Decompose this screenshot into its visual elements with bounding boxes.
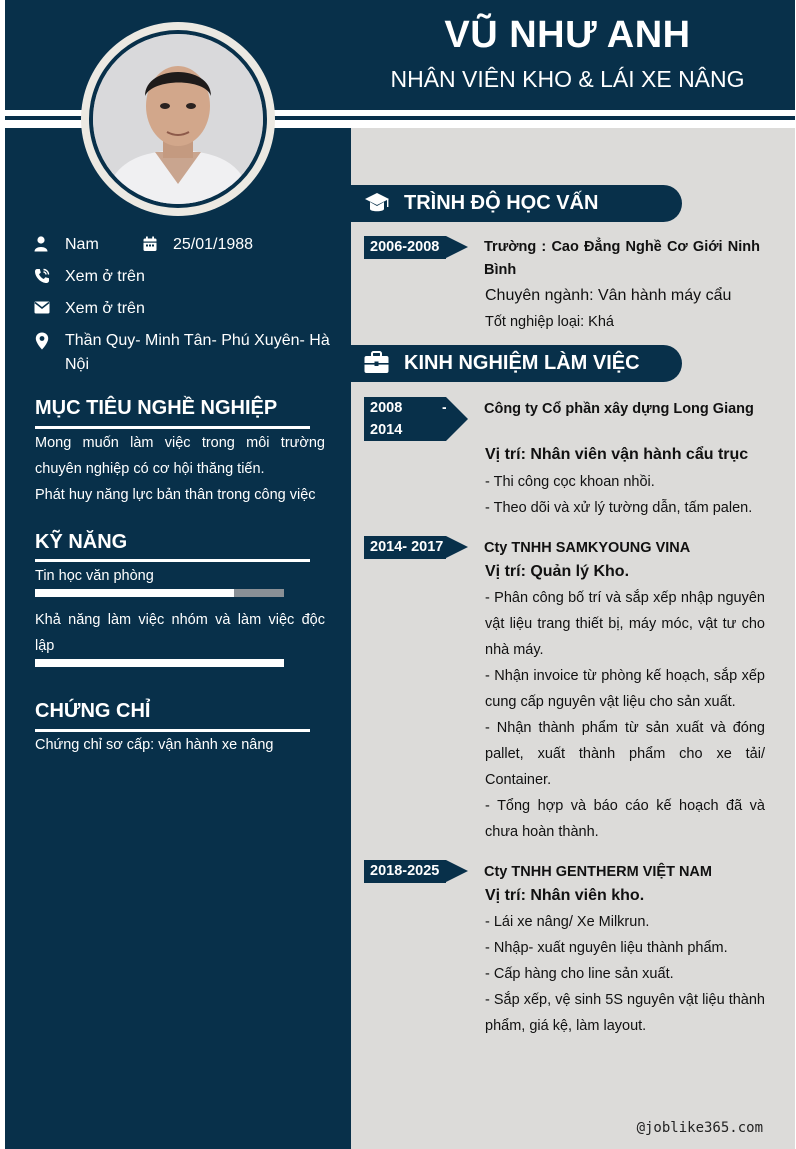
education-major: Chuyên ngành: Vân hành máy cẩu xyxy=(485,287,732,304)
objective-line-2: chuyên nghiệp có cơ hội thăng tiến. xyxy=(35,461,265,477)
job-duty-line: nhà máy. xyxy=(485,642,544,658)
job-period: 2014- 2017 xyxy=(370,539,444,555)
experience-heading: KINH NGHIỆM LÀM VIỆC xyxy=(404,352,640,374)
objective-underline xyxy=(35,426,310,429)
certificates-heading: CHỨNG CHỈ xyxy=(35,700,151,722)
date-tag-arrow xyxy=(446,536,468,558)
job-duty-line: - Theo dõi và xử lý tường dẫn, tấm palen. xyxy=(485,500,753,516)
candidate-title: NHÂN VIÊN KHO & LÁI XE NÂNG xyxy=(390,66,745,92)
skills-heading: KỸ NĂNG xyxy=(35,531,128,553)
job-position: Vị trí: Quản lý Kho. xyxy=(485,563,630,580)
job-duty-line: - Sắp xếp, vệ sinh 5S nguyên vật liệu thành xyxy=(485,992,765,1008)
phone-icon xyxy=(34,268,50,284)
email-text: Xem ở trên xyxy=(65,300,145,317)
job-date-tag xyxy=(364,397,446,441)
job-period-start: 2008 xyxy=(370,400,403,416)
skills-underline xyxy=(35,559,310,562)
address-line-2: Nội xyxy=(65,356,90,373)
phone-text: Xem ở trên xyxy=(65,268,145,285)
job-duty-line: - Lái xe nâng/ Xe Milkrun. xyxy=(485,914,650,930)
job-duty-line: phẩm, giá kệ, làm layout. xyxy=(485,1018,647,1034)
candidate-name: VŨ NHƯ ANH xyxy=(444,14,691,56)
job-company: Công ty Cổ phần xây dựng Long Giang xyxy=(484,401,754,417)
job-duty-line: chưa hoàn thành. xyxy=(485,824,599,840)
education-grade: Tốt nghiệp loại: Khá xyxy=(485,314,614,330)
education-school-continued: Bình xyxy=(484,262,517,278)
job-period-dash: - xyxy=(442,400,447,416)
date-tag-arrow xyxy=(446,397,468,441)
job-duty-line: - Nhận invoice từ phòng kế hoạch, sắp xếp xyxy=(485,668,765,684)
job-company: Cty TNHH GENTHERM VIỆT NAM xyxy=(484,864,712,880)
graduation-cap-icon xyxy=(364,192,390,216)
job-duty-line: - Nhận thành phẩm từ sản xuất và đóng xyxy=(485,720,765,736)
job-position: Vị trí: Nhân viên kho. xyxy=(485,887,645,904)
gender-text: Nam xyxy=(65,236,99,253)
skill-progress-fill xyxy=(35,589,234,597)
education-date-tag xyxy=(364,236,446,259)
certificate-item: Chứng chỉ sơ cấp: vận hành xe nâng xyxy=(35,737,274,753)
avatar xyxy=(93,34,263,204)
watermark: @joblike365.com xyxy=(636,1120,763,1136)
location-pin-icon xyxy=(35,332,49,350)
job-duty-line: - Tổng hợp và báo cáo kế hoạch đã và xyxy=(485,798,765,814)
job-duty-line: - Nhập- xuất nguyên liệu thành phẩm. xyxy=(485,940,728,956)
avatar-photo xyxy=(93,34,263,204)
mail-icon xyxy=(34,301,50,314)
skill-progress-bar xyxy=(35,589,284,597)
job-position: Vị trí: Nhân viên vận hành cẩu trục xyxy=(485,446,749,463)
education-period: 2006-2008 xyxy=(370,239,440,255)
job-date-tag xyxy=(364,860,446,883)
date-tag-arrow xyxy=(446,236,468,258)
skill-label: Tin học văn phòng xyxy=(35,568,154,584)
address-line-1: Thần Quy- Minh Tân- Phú Xuyên- Hà xyxy=(65,332,330,349)
job-duty-line: cung cấp nguyên vật liệu cho sản xuất. xyxy=(485,694,736,710)
objective-heading: MỤC TIÊU NGHỀ NGHIỆP xyxy=(35,397,278,419)
date-tag-arrow xyxy=(446,860,468,882)
job-company: Cty TNHH SAMKYOUNG VINA xyxy=(484,540,691,556)
objective-line-1: Mong muốn làm việc trong môi trường xyxy=(35,435,325,451)
job-duty-line: Container. xyxy=(485,772,552,788)
job-duty-line: - Phân công bố trí và sắp xếp nhập nguyên xyxy=(485,590,765,606)
education-heading: TRÌNH ĐỘ HỌC VẤN xyxy=(404,192,599,214)
skill-label-continued: lập xyxy=(35,638,55,654)
user-icon xyxy=(34,236,48,252)
job-date-tag xyxy=(364,536,446,559)
education-school: Trường : Cao Đẳng Nghề Cơ Giới Ninh xyxy=(484,239,760,255)
calendar-icon xyxy=(143,236,157,252)
objective-line-3: Phát huy năng lực bản thân trong công việc xyxy=(35,487,316,503)
job-duty-line: - Cấp hàng cho line sản xuất. xyxy=(485,966,674,982)
skill-label: Khả năng làm việc nhóm và làm việc độc xyxy=(35,612,325,628)
briefcase-icon xyxy=(364,351,389,374)
skill-progress-bar xyxy=(35,659,284,667)
skill-progress-fill xyxy=(35,659,284,667)
birthdate-text: 25/01/1988 xyxy=(173,236,254,253)
job-period-end: 2014 xyxy=(370,422,403,438)
job-duty-line: vật liệu trang thiết bị, máy móc, vật tư cho xyxy=(485,616,765,632)
job-period: 2018-2025 xyxy=(370,863,440,879)
job-duty-line: pallet, xuất thành phẩm cho xe tải/ xyxy=(485,746,765,762)
job-duty-line: - Thi công cọc khoan nhồi. xyxy=(485,474,655,490)
